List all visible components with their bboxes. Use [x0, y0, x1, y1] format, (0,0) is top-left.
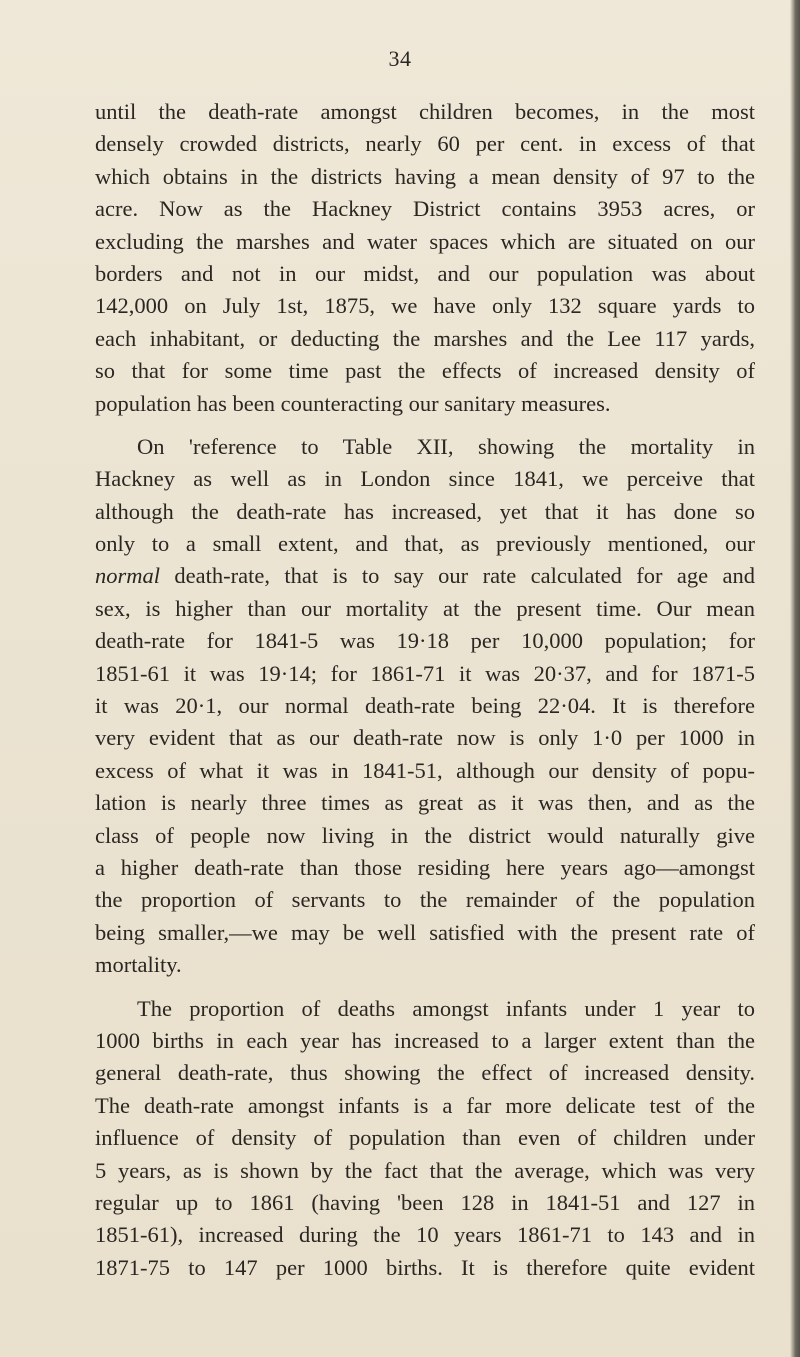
- text-line: influence of density of population than even of children under: [95, 1125, 755, 1151]
- text-line: regular up to 1861 (having 'been 128 in 1841-51 and 127 in: [95, 1189, 755, 1215]
- text-line: 1000 births in each year has increased to a larger extent than the: [95, 1027, 755, 1053]
- text-line: densely crowded districts, nearly 60 per cent. in excess of that: [95, 131, 755, 157]
- text-line: On 'reference to Table XII, showing the mortality in: [137, 433, 755, 459]
- text-line: a higher death-rate than those residing here years ago—amongst: [95, 854, 755, 880]
- text-line: Hackney as well as in London since 1841, we perceive that: [95, 466, 755, 492]
- text-line: 1851-61 it was 19·14; for 1861-71 it was 20·37, and for 1871-5: [95, 660, 755, 686]
- text-line: The death-rate amongst infants is a far more delicate test of the: [95, 1092, 755, 1118]
- text-line: class of people now living in the district would naturally give: [95, 822, 755, 848]
- text-line: 1871-75 to 147 per 1000 births. It is therefore quite evident: [95, 1254, 755, 1280]
- text-line: so that for some time past the effects of increased density of: [95, 358, 755, 384]
- text-line: being smaller,—we may be well satisfied with the present rate of: [95, 919, 755, 945]
- italic-word: normal: [95, 563, 161, 589]
- text-line: lation is nearly three times as great as it was then, and as the: [95, 790, 755, 816]
- page-number: 34: [388, 46, 412, 71]
- text-line: mortality.: [95, 952, 182, 978]
- text-line: The proportion of deaths amongst infants under 1 year to: [137, 995, 755, 1021]
- text-line: excluding the marshes and water spaces which are situated on our: [95, 228, 755, 254]
- text-span: death-rate, that is to say our rate calculated for age and: [160, 563, 755, 589]
- text-line: each inhabitant, or deducting the marshes and the Lee 117 yards,: [95, 325, 755, 351]
- text-line: acre. Now as the Hackney District contains 3953 acres, or: [95, 196, 755, 222]
- text-line: excess of what it was in 1841-51, although our density of popu-: [95, 757, 755, 783]
- text-line-emphasis: [95, 560, 755, 592]
- text-line: 5 years, as is shown by the fact that the average, which was very: [95, 1157, 755, 1183]
- text-line: general death-rate, thus showing the effect of increased density.: [95, 1060, 755, 1086]
- text-line: death-rate for 1841-5 was 19·18 per 10,000 population; for: [95, 628, 755, 654]
- text-line: which obtains in the districts having a mean density of 97 to the: [95, 163, 755, 189]
- text-line: until the death-rate amongst children becomes, in the most: [95, 99, 755, 124]
- text-line: only to a small extent, and that, as previously mentioned, our: [95, 531, 755, 557]
- text-line: sex, is higher than our mortality at the present time. Our mean: [95, 595, 755, 621]
- text-line: 142,000 on July 1st, 1875, we have only 132 square yards to: [95, 293, 755, 319]
- body-text: [95, 96, 755, 1284]
- text-line: 1851-61), increased during the 10 years 1861-71 to 143 and in: [95, 1222, 755, 1248]
- text-line: borders and not in our midst, and our population was about: [95, 260, 755, 286]
- page-edge-shadow: [790, 0, 800, 1357]
- text-line: the proportion of servants to the remainder of the population: [95, 887, 755, 913]
- text-line: although the death-rate has increased, yet that it has done so: [95, 498, 755, 524]
- text-line: very evident that as our death-rate now is only 1·0 per 1000 in: [95, 725, 755, 751]
- text-line: it was 20·1, our normal death-rate being 22·04. It is therefore: [95, 693, 755, 719]
- text-line: population has been counteracting our sanitary measures.: [95, 390, 611, 416]
